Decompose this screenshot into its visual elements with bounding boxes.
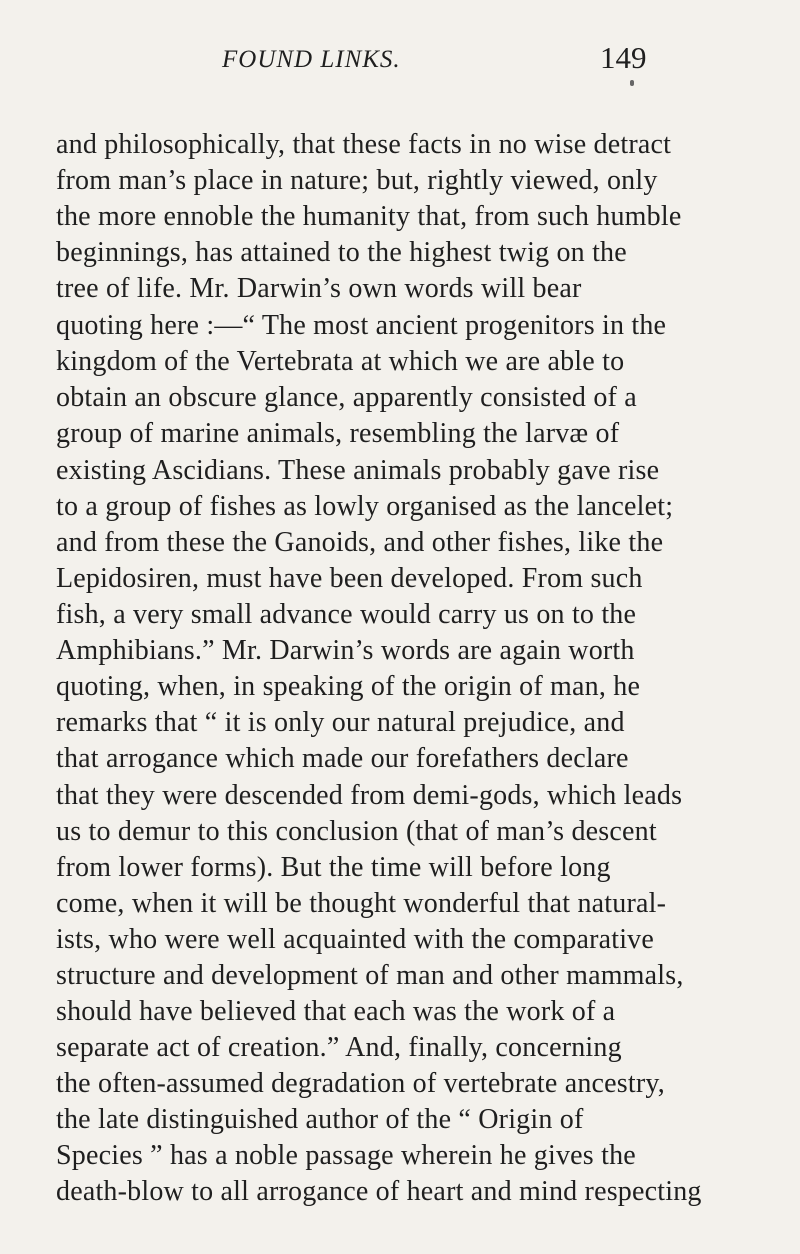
text-line: from man’s place in nature; but, rightly viewed, only [56, 165, 658, 196]
text-line: the more ennoble the humanity that, from such humble [56, 201, 682, 232]
text-line: come, when it will be thought wonderful that natural- [56, 888, 667, 919]
text-line: the often-assumed degradation of vertebrate ancestry, [56, 1068, 665, 1099]
text-line: obtain an obscure glance, apparently consisted of a [56, 382, 637, 413]
text-line: to a group of fishes as lowly organised as the lancelet; [56, 491, 674, 522]
text-line: Species ” has a noble passage wherein he gives the [56, 1140, 636, 1171]
text-line: kingdom of the Vertebrata at which we are able to [56, 346, 625, 377]
text-line: that arrogance which made our forefathers declare [56, 743, 629, 774]
text-line: death-blow to all arrogance of heart and mind respecting [56, 1176, 702, 1207]
text-line: and philosophically, that these facts in no wise detract [56, 129, 672, 160]
text-line: the late distinguished author of the “ Origin of [56, 1104, 584, 1135]
text-line: group of marine animals, resembling the larvæ of [56, 418, 620, 449]
text-line: beginnings, has attained to the highest twig on the [56, 237, 627, 268]
text-line: existing Ascidians. These animals probably gave rise [56, 455, 660, 486]
text-line: should have believed that each was the work of a [56, 996, 616, 1027]
text-line: Lepidosiren, must have been developed. From such [56, 563, 643, 594]
text-line: tree of life. Mr. Darwin’s own words will bear [56, 273, 582, 304]
text-line: structure and development of man and other mammals, [56, 960, 684, 991]
text-line: quoting here :—“ The most ancient progenitors in the [56, 310, 667, 341]
text-line: separate act of creation.” And, finally, concerning [56, 1032, 622, 1063]
text-line: ists, who were well acquainted with the comparative [56, 924, 655, 955]
text-line: quoting, when, in speaking of the origin of man, he [56, 671, 641, 702]
text-line: and from these the Ganoids, and other fishes, like the [56, 527, 664, 558]
page-number: 149 [600, 40, 647, 75]
text-line: from lower forms). But the time will before long [56, 852, 611, 883]
running-title: FOUND LINKS. [222, 46, 401, 73]
text-line: us to demur to this conclusion (that of man’s descent [56, 816, 657, 847]
text-line: remarks that “ it is only our natural prejudice, and [56, 707, 625, 738]
text-line: fish, a very small advance would carry us on to the [56, 599, 637, 630]
text-line: that they were descended from demi-gods, which leads [56, 780, 683, 811]
text-line: Amphibians.” Mr. Darwin’s words are again worth [56, 635, 635, 666]
